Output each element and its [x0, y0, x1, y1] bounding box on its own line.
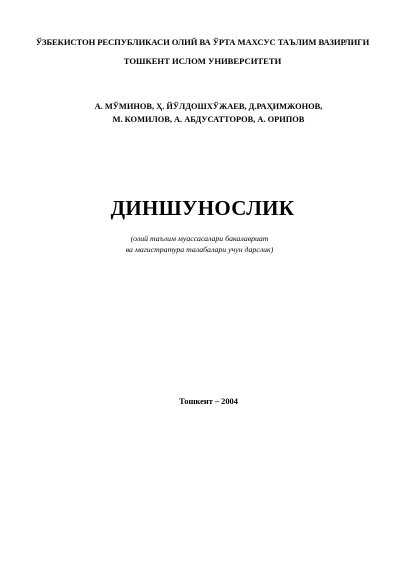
university-heading: ТОШКЕНТ ИСЛОМ УНИВЕРСИТЕТИ: [123, 56, 282, 66]
book-title: ДИНШУНОСЛИК: [110, 196, 295, 220]
book-subtitle-line-1: (олий таълим муассасалари бакалавриат: [130, 234, 269, 243]
book-subtitle-line-2: ва магистратура талабалари учун дарслик): [125, 245, 274, 254]
ministry-heading: ЎЗБЕКИСТОН РЕСПУБЛИКАСИ ОЛИЙ ВА ЎРТА МАХСУС ТАЪЛИМ ВАЗИРЛИГИ: [35, 37, 370, 47]
place-and-year: Тошкент – 2004: [179, 397, 238, 406]
authors-line-1: А. МЎМИНОВ, Ҳ. ЙЎЛДОШХЎЖАЕВ, Д.РАҲИМЖОНОВ,: [94, 102, 323, 111]
authors-line-2: М. КОМИЛОВ, А. АБДУСАТТОРОВ, А. ОРИПОВ: [112, 115, 305, 124]
